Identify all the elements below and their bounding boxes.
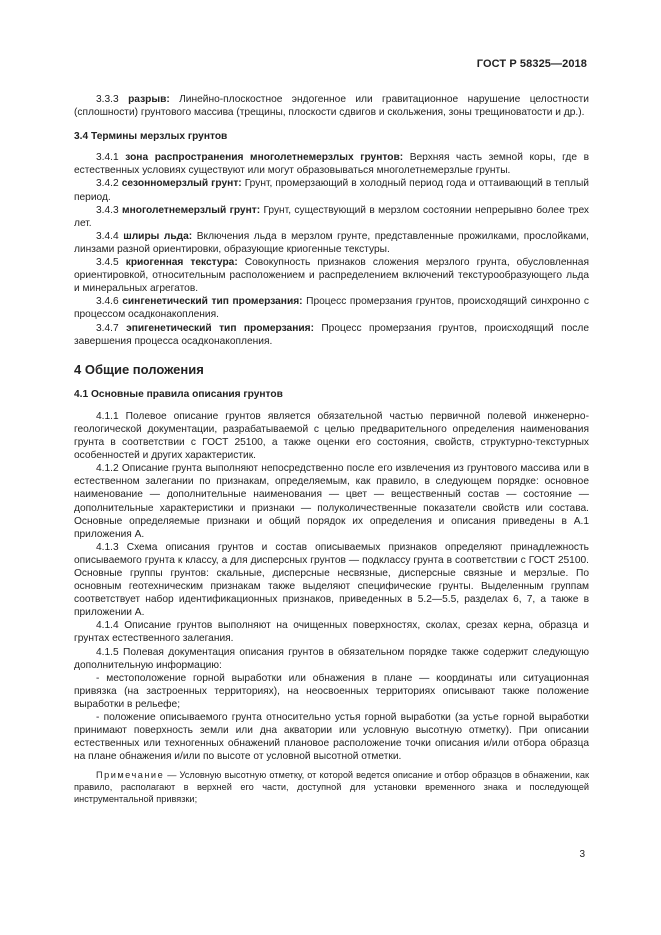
section-heading-3-4: 3.4 Термины мерзлых грунтов <box>74 131 228 143</box>
clause-4-1-2: 4.1.2 Описание грунта выполняют непосредственно после его извлечения из грунтового массива или в естественном залегании по признакам, определяемым, как правило, в следующем порядке: основное наименование — дополнительные наименования — цвет — вещественный состав — состояние — дополнительные характеристики и признаки — полуколичественные показатели свойств или состава. Основные определяемые признаки и общий порядок их определения и описания приведены в А.1 приложения А. <box>74 463 589 540</box>
clause-3-4-6 <box>74 295 589 321</box>
list-item-location: - местоположение горной выработки или обнажения в плане — координаты или ситуационная привязка (на застроенных территориях), на неосвоенных территориях описывают также положение выработки в рельефе; <box>74 672 589 710</box>
term-name: зона распространения многолетнемерзлых грунтов: <box>125 152 404 164</box>
clause-3-3-3 <box>74 93 589 119</box>
clause-number: 3.3.3 <box>96 94 119 105</box>
list-item-position: - положение описываемого грунта относительно устья горной выработки (за устье горной выработки принимают поверхность земли или дна акватории или условную высотную отметку). При описании естественных или техногенных обнажений плановое расположение точки описания и/или отбора образца на плане обнажения и/или по высоте от условной высотной отметки. <box>74 712 589 763</box>
clause-number: 3.4.5 <box>96 257 119 269</box>
clause-3-4-7 <box>74 322 589 348</box>
note-label: Примечание <box>96 770 165 781</box>
clause-number: 3.4.2 <box>96 178 119 190</box>
term-name: многолетнемерзлый грунт: <box>122 204 261 216</box>
clause-number: 3.4.4 <box>96 230 119 242</box>
clause-4-1-5: 4.1.5 Полевая документация описания грунтов в обязательном порядке также содержит следующую дополнительную информацию: <box>74 646 589 671</box>
clause-4-1-4: 4.1.4 Описание грунтов выполняют на очищенных поверхностях, сколах, срезах керна, образца и грунтах естественного залегания. <box>74 620 589 645</box>
clause-3-4-5 <box>74 256 589 295</box>
term-definition: Совокупность признаков сложения мерзлого грунта, обусловленная ориентировкой, относительным расположением и распределением включений текстурообразующего льда и минеральных агрегатов. <box>74 257 589 295</box>
term-definition: Процесс промерзания грунтов, происходящий синхронно с процессом осадконакопления. <box>74 296 589 321</box>
term-name: сезонномерзлый грунт: <box>121 178 242 190</box>
note-text: — Условную высотную отметку, от которой ведется описание и отбор образцов в обнажении, как правило, располагают в верхней его части, доступной для установки временного знака и последующей инструментальной привязки; <box>74 770 589 805</box>
term-definition: Линейно-плоскостное эндогенное или гравитационное нарушение целостности (сплошности) грунтового массива (трещины, плоскости сдвигов и скольжения, зоны трещиноватости и др.). <box>74 94 589 119</box>
term-name: криогенная текстура: <box>125 257 238 269</box>
clause-number: 3.4.1 <box>96 152 119 164</box>
term-definition: Грунт, промерзающий в холодный период года и оттаивающий в теплый период. <box>74 178 589 203</box>
document-header: ГОСТ Р 58325—2018 <box>476 58 587 70</box>
clause-3-4-3 <box>74 204 589 230</box>
clause-4-1-1: 4.1.1 Полевое описание грунтов является обязательной частью первичной полевой инженерно-геологической документации, разрабатываемой с целью предварительного определения наименования грунта в соответствии с ГОСТ 25100, а также оценки его состояния, свойств, структурно-текстурных особенностей и других характеристик. <box>74 410 589 462</box>
clause-4-1-3: 4.1.3 Схема описания грунтов и состав описываемых признаков определяют принадлежность описываемого грунта к классу, а для дисперсных грунтов — подклассу грунта в соответствии с ГОСТ 25100. Основные группы грунтов: скальные, дисперсные несвязные, дисперсные связные и мерзлые. По основным геотехническим признакам также выделяют специфические грунты. Выделенным группам соответствует набор идентификационных признаков, приведенных в 5.2—5.5, разделах 6, 7, а также в приложении А. <box>74 541 589 619</box>
section-heading-4-1: 4.1 Основные правила описания грунтов <box>74 388 283 400</box>
clause-3-4-1 <box>74 151 589 177</box>
term-name: эпигенетический тип промерзания: <box>126 322 314 334</box>
term-name: шлиры льда: <box>123 230 193 242</box>
term-definition: Грунт, существующий в мерзлом состоянии непрерывно более трех лет. <box>74 204 589 229</box>
clause-number: 3.4.3 <box>96 204 119 216</box>
term-definition: Процесс промерзания грунтов, происходящий после завершения процесса осадконакопления. <box>74 322 589 347</box>
term-name: сингенетический тип промерзания: <box>122 296 303 308</box>
section-heading-4: 4 Общие положения <box>74 361 204 377</box>
term-definition: Включения льда в мерзлом грунте, представленные прожилками, прослойками, линзами разной ориентировки, образующие криогенные текстуры. <box>74 230 589 255</box>
term-name: разрыв: <box>128 94 170 105</box>
term-definition: Верхняя часть земной коры, где в естественных условиях существуют или могут образовываться многолетнемерзлые грунты. <box>74 152 589 177</box>
clause-number: 3.4.7 <box>96 322 119 334</box>
page-content <box>74 93 589 805</box>
clause-3-4-4 <box>74 230 589 256</box>
page-number: 3 <box>579 849 585 860</box>
clause-number: 3.4.6 <box>96 296 119 308</box>
clause-3-4-2 <box>74 177 589 203</box>
note <box>74 769 589 805</box>
